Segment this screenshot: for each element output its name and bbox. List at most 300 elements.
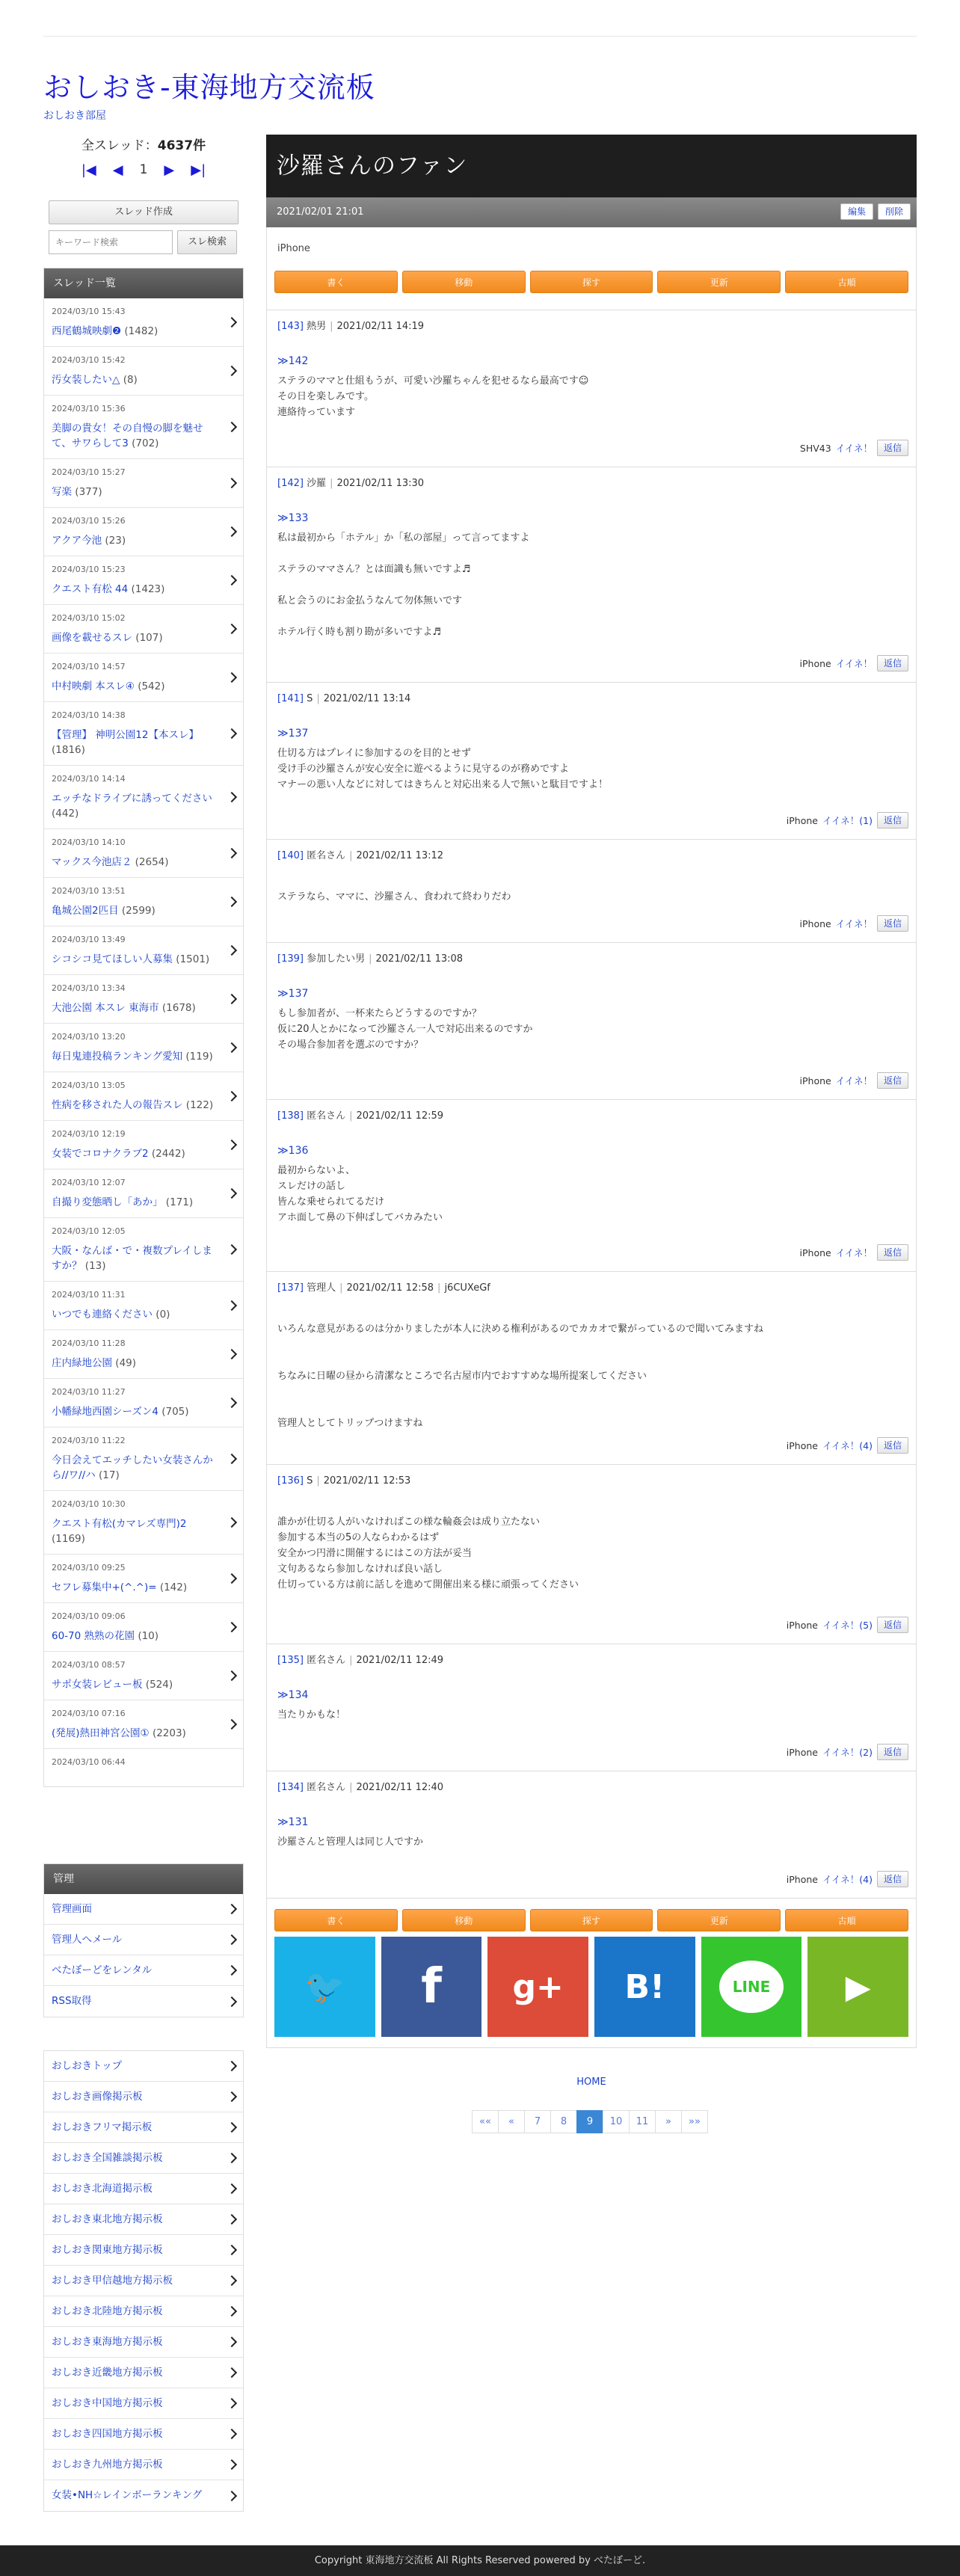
thread-link-text[interactable]: 大池公園 本スレ 東海市 <box>52 1002 159 1014</box>
thread-list-item[interactable] <box>44 508 243 556</box>
left-sidebar <box>43 135 244 2501</box>
page-link[interactable]: » <box>655 2110 682 2133</box>
post-anchor-link[interactable]: ≫136 <box>277 1145 309 1157</box>
line-share-button[interactable] <box>701 1937 802 2037</box>
chevron-right-icon <box>227 422 237 432</box>
thread-title-link[interactable] <box>52 1356 216 1371</box>
thread-title-link[interactable] <box>52 728 216 757</box>
board-link-item[interactable] <box>44 2358 243 2388</box>
thread-title-link[interactable] <box>52 582 216 597</box>
board-link-text[interactable]: おしおき近畿地方掲示板 <box>52 2367 163 2379</box>
thread-search-button[interactable]: スレ検索 <box>177 230 237 254</box>
post-anchor-link[interactable]: ≫137 <box>277 988 309 1000</box>
admin-link-item[interactable] <box>44 1925 243 1955</box>
thread-link-text[interactable]: 性病を移された人の報告スレ <box>52 1099 183 1111</box>
thread-reply-count: (49) <box>115 1357 137 1369</box>
thread-title-link[interactable] <box>52 1453 216 1483</box>
page-link[interactable]: 8 <box>550 2110 577 2133</box>
thread-link-text[interactable]: 写楽 <box>52 486 72 498</box>
thread-title-link[interactable] <box>52 1146 216 1161</box>
thread-title-link[interactable] <box>52 952 216 967</box>
thread-reply-count: (542) <box>138 680 165 692</box>
action-button-4[interactable]: 古順 <box>785 1909 908 1931</box>
delete-button[interactable]: 削除 <box>878 203 911 220</box>
page-link[interactable]: 7 <box>524 2110 551 2133</box>
separator: | <box>330 478 333 489</box>
separator: | <box>316 693 320 704</box>
thread-link-text[interactable]: 中村映劇 本スレ④ <box>52 680 135 692</box>
thread-reply-count: (171) <box>165 1196 194 1208</box>
chevron-right-icon <box>227 1244 237 1255</box>
hatena-share-button[interactable] <box>594 1937 695 2037</box>
post-header <box>277 1281 905 1296</box>
thread-link-text[interactable]: 今日会えてエッチしたい女装さんから//ワ//ハ <box>52 1454 213 1481</box>
like-link[interactable] <box>822 1745 873 1759</box>
feedly-share-button[interactable] <box>807 1937 908 2037</box>
site-title[interactable]: おしおき-東海地方交流板 <box>43 71 375 104</box>
facebook-share-button[interactable] <box>381 1937 482 2037</box>
separator: | <box>349 850 353 861</box>
thread-list-item[interactable] <box>44 702 243 766</box>
home-link[interactable]: HOME <box>576 2077 606 2088</box>
thread-title-link[interactable] <box>52 1049 216 1064</box>
like-link[interactable] <box>822 1618 873 1632</box>
thread-list-item[interactable] <box>44 1024 243 1072</box>
board-link-text[interactable]: おしおき関東地方掲示板 <box>52 2244 163 2256</box>
thread-date: 2024/03/10 15:42 <box>52 355 126 365</box>
post-number[interactable]: [142] <box>277 478 304 489</box>
board-link-item[interactable] <box>44 2450 243 2480</box>
board-link-item[interactable] <box>44 2419 243 2450</box>
chevron-right-icon <box>227 2398 237 2409</box>
hatena-icon: B! <box>624 1967 665 2006</box>
thread-list-item[interactable] <box>44 556 243 605</box>
reply-button[interactable]: 返信 <box>877 1437 908 1454</box>
thread-title-link[interactable] <box>52 1516 216 1546</box>
create-thread-button[interactable]: スレッド作成 <box>49 200 239 224</box>
board-link-item[interactable] <box>44 2051 243 2082</box>
thread-list-item[interactable] <box>44 975 243 1024</box>
action-button-0[interactable]: 書く <box>274 271 398 293</box>
first-page-icon[interactable]: |◀ <box>81 162 96 178</box>
thread-reply-count: (2599) <box>121 905 156 917</box>
thread-date: 2024/03/10 13:34 <box>52 983 126 993</box>
thread-list-item[interactable] <box>44 1121 243 1169</box>
thread-link-text[interactable]: 女装でコロナクラブ2 <box>52 1148 149 1160</box>
thread-link-text[interactable]: マックス今池店２ <box>52 856 132 868</box>
next-page-icon[interactable]: ▶ <box>164 162 175 178</box>
thread-list-item[interactable] <box>44 298 243 347</box>
chevron-right-icon <box>227 2367 237 2378</box>
reply-button[interactable]: 返信 <box>877 915 908 932</box>
facebook-icon: f <box>421 1959 442 2014</box>
thread-title-link[interactable] <box>52 1244 216 1273</box>
post-anchor-link[interactable]: ≫133 <box>277 512 309 524</box>
post-date: 2021/02/11 12:53 <box>323 1475 411 1487</box>
reply-button[interactable]: 返信 <box>877 812 908 829</box>
chevron-right-icon <box>227 1140 237 1150</box>
like-link[interactable] <box>836 1074 873 1087</box>
post-number[interactable]: [138] <box>277 1110 304 1122</box>
boards-box <box>43 2050 244 2512</box>
thread-link-text[interactable]: セフレ募集中+(^.^)= <box>52 1581 157 1593</box>
board-link-text[interactable]: おしおき東北地方掲示板 <box>52 2213 163 2225</box>
admin-link-text[interactable]: べたぼーどをレンタル <box>52 1964 153 1976</box>
board-link-item[interactable] <box>44 2082 243 2112</box>
chevron-right-icon <box>227 1454 237 1464</box>
post-date: 2021/02/11 13:08 <box>375 953 464 965</box>
post-anchor-link[interactable]: ≫134 <box>277 1689 309 1701</box>
thread-reply-count: (524) <box>145 1679 173 1691</box>
thread-title-link[interactable] <box>52 679 216 694</box>
page-link[interactable]: 11 <box>629 2110 656 2133</box>
reply-button[interactable]: 返信 <box>877 1244 908 1261</box>
thread-date: 2024/03/10 06:44 <box>52 1757 126 1767</box>
like-label[interactable]: イイネ！ <box>835 1247 873 1258</box>
thread-list-box <box>43 268 244 1787</box>
thread-date: 2024/03/10 14:38 <box>52 710 126 720</box>
action-button-1[interactable]: 移動 <box>402 1909 526 1931</box>
chevron-right-icon <box>227 2183 237 2194</box>
post-date: 2021/02/11 13:30 <box>336 478 425 489</box>
thread-date: 2024/03/10 15:43 <box>52 307 126 316</box>
board-link-text[interactable]: おしおき甲信越地方掲示板 <box>52 2275 173 2287</box>
board-link-text[interactable]: おしおき全国雑談掲示板 <box>52 2152 163 2164</box>
separator: | <box>349 1655 353 1666</box>
thread-meta-bar <box>266 197 917 227</box>
page-link[interactable]: «« <box>472 2110 499 2133</box>
like-label[interactable]: イイネ！ <box>822 815 860 826</box>
like-label[interactable]: イイネ！ <box>835 443 873 454</box>
post-number[interactable]: [134] <box>277 1782 304 1793</box>
action-button-3[interactable]: 更新 <box>657 1909 781 1931</box>
thread-link-text[interactable]: クエスト有松 44 <box>52 583 129 595</box>
action-button-1[interactable]: 移動 <box>402 271 526 293</box>
like-count: (1) <box>859 815 873 826</box>
thread-list-item[interactable] <box>44 347 243 396</box>
action-button-0[interactable]: 書く <box>274 1909 398 1931</box>
thread-platform: iPhone <box>277 243 310 254</box>
thread-title-link[interactable] <box>52 1195 216 1210</box>
thread-reply-count: (1678) <box>161 1002 196 1014</box>
thread-link-text[interactable]: いつでも連絡ください <box>52 1309 153 1321</box>
thread-title-link[interactable] <box>52 1629 216 1644</box>
post-author: 匿名さん <box>307 1110 346 1122</box>
thread-title-link[interactable] <box>52 1098 216 1113</box>
thread-list-item[interactable] <box>44 1169 243 1218</box>
thread-title: 沙羅さんのファン <box>266 135 917 197</box>
thread-title-link[interactable] <box>52 533 216 548</box>
thread-date: 2024/03/10 11:22 <box>52 1436 126 1445</box>
admin-link-item[interactable] <box>44 1894 243 1925</box>
thread-list-item[interactable] <box>44 396 243 459</box>
action-button-4[interactable]: 古順 <box>785 271 908 293</box>
board-link-text[interactable]: おしおき東海地方掲示板 <box>52 2336 163 2348</box>
thread-link-text[interactable]: 自撮り変態晒し「あか」 <box>52 1196 163 1208</box>
board-link-text[interactable]: おしおき九州地方掲示板 <box>52 2459 163 2471</box>
board-link-text[interactable]: 女装•NH☆レインボーランキング <box>52 2489 203 2501</box>
reply-button[interactable]: 返信 <box>877 1072 908 1089</box>
like-label[interactable]: イイネ！ <box>822 1874 860 1885</box>
thread-link-text[interactable]: 毎日鬼連投稿ランキング愛知 <box>52 1051 183 1063</box>
page-link[interactable]: »» <box>681 2110 708 2133</box>
board-link-text[interactable]: おしおき四国地方掲示板 <box>52 2428 163 2440</box>
admin-link-text[interactable]: RSS取得 <box>52 1995 92 2007</box>
chevron-right-icon <box>227 1398 237 1408</box>
post-number[interactable]: [140] <box>277 850 304 861</box>
board-link-item[interactable] <box>44 2174 243 2204</box>
thread-link-text[interactable]: 汚女装したい△ <box>52 374 120 386</box>
chevron-right-icon <box>227 2459 237 2470</box>
like-link[interactable] <box>836 1246 873 1259</box>
admin-links <box>44 1894 243 2017</box>
thread-list-item[interactable] <box>44 1282 243 1330</box>
separator: | <box>349 1782 353 1793</box>
thread-list-item[interactable] <box>44 1427 243 1491</box>
thread-link-text[interactable]: 画像を載せるスレ <box>52 632 132 644</box>
thread-list-item[interactable] <box>44 766 243 829</box>
prev-page-icon[interactable]: ◀ <box>112 162 123 178</box>
chevron-right-icon <box>227 2337 237 2347</box>
thread-list-item[interactable] <box>44 926 243 975</box>
board-link-item[interactable] <box>44 2388 243 2419</box>
thread-title-link[interactable] <box>52 903 216 918</box>
chevron-right-icon <box>227 1042 237 1053</box>
board-link-text[interactable]: おしおき北陸地方掲示板 <box>52 2305 163 2317</box>
like-label[interactable]: イイネ！ <box>822 1747 860 1758</box>
chevron-right-icon <box>227 2490 237 2500</box>
chevron-right-icon <box>227 792 237 802</box>
thread-count-label: 全スレッド： <box>81 138 158 153</box>
post-anchor-link[interactable]: ≫131 <box>277 1816 309 1828</box>
board-link-item[interactable] <box>44 2235 243 2266</box>
thread-panel <box>266 227 917 2048</box>
thread-title-link[interactable] <box>52 1726 216 1741</box>
thread-list-item[interactable] <box>44 1379 243 1427</box>
thread-list-item[interactable] <box>44 1330 243 1379</box>
like-label[interactable]: イイネ！ <box>835 918 873 929</box>
post-footer <box>787 812 908 829</box>
board-link-item[interactable] <box>44 2143 243 2174</box>
twitter-share-button[interactable] <box>274 1937 375 2037</box>
board-link-item[interactable] <box>44 2112 243 2143</box>
thread-title-link[interactable] <box>52 421 216 451</box>
thread-link-text[interactable]: シコシコ見てほしい人募集 <box>52 953 173 965</box>
thread-count-value: 4637件 <box>157 138 206 153</box>
like-link[interactable] <box>836 441 873 455</box>
thread-list-item[interactable] <box>44 1749 243 1786</box>
post-date: 2021/02/11 12:59 <box>356 1110 444 1122</box>
action-buttons-top <box>267 271 916 310</box>
post-header <box>277 1653 905 1668</box>
post-body: 私は最初から「ホテル」か「私の部屋」って言ってますよ ステラのママさん？とは面識も無いですよ♬ 私と会うのにお金払うなんて勿体無いです ホテル行く時も割り勘が多いですよ♬ <box>277 532 530 638</box>
post-anchor-link[interactable]: ≫137 <box>277 728 309 740</box>
thread-title-link[interactable] <box>52 324 216 339</box>
google-plus-share-button[interactable] <box>487 1937 588 2037</box>
thread-title-link[interactable] <box>52 372 216 387</box>
thread-date: 2024/03/10 15:27 <box>52 467 126 477</box>
thread-list-item[interactable] <box>44 878 243 926</box>
reply-button[interactable]: 返信 <box>877 655 908 671</box>
post <box>267 682 916 839</box>
separator: | <box>437 1282 441 1294</box>
chevron-right-icon <box>227 1996 237 2006</box>
thread-reply-count: (8) <box>123 374 138 386</box>
post-footer <box>800 1072 908 1089</box>
thread-reply-count: (1423) <box>131 583 165 595</box>
page-link[interactable]: 9 <box>576 2110 603 2133</box>
thread-list-item[interactable] <box>44 1491 243 1555</box>
thread-date: 2024/03/10 08:57 <box>52 1660 126 1670</box>
thread-list-header: スレッド一覧 <box>44 268 243 298</box>
action-button-2[interactable]: 探す <box>530 1909 653 1931</box>
thread-title-link[interactable] <box>52 1307 216 1322</box>
thread-list-item[interactable] <box>44 1072 243 1121</box>
thread-reply-count: (1169) <box>52 1533 85 1545</box>
thread-link-text[interactable]: 大阪・なんば・で・複数プレイしますか？ <box>52 1245 212 1272</box>
chevron-right-icon <box>227 526 237 537</box>
board-link-text[interactable]: おしおき北海道掲示板 <box>52 2183 153 2195</box>
admin-link-item[interactable] <box>44 1955 243 1986</box>
thread-list-item[interactable] <box>44 1555 243 1603</box>
thread-list-item[interactable] <box>44 1218 243 1282</box>
post-date: 2021/02/11 12:49 <box>356 1655 444 1666</box>
thread-link-text[interactable]: 亀城公園2匹目 <box>52 905 119 917</box>
thread-list-item[interactable] <box>44 654 243 702</box>
thread-link-text[interactable]: サポ女装レビュー板 <box>52 1679 143 1691</box>
thread-title-link[interactable] <box>52 1677 216 1692</box>
board-link-text[interactable]: おしおき画像掲示板 <box>52 2091 143 2103</box>
reply-button[interactable]: 返信 <box>877 1617 908 1633</box>
thread-list-item[interactable] <box>44 605 243 654</box>
action-button-3[interactable]: 更新 <box>657 271 781 293</box>
post-number[interactable]: [143] <box>277 321 304 332</box>
post-body: ステラのママと仕組もうが、可愛い沙羅ちゃんを犯せるなら最高です☺ その日を楽しみです。 連絡待っています <box>277 375 589 418</box>
thread-list-item[interactable] <box>44 1652 243 1700</box>
thread-reply-count: (0) <box>156 1309 170 1321</box>
like-label[interactable]: イイネ！ <box>835 1075 873 1086</box>
post-date: 2021/02/11 12:40 <box>356 1782 444 1793</box>
board-link-text[interactable]: おしおきフリマ掲示板 <box>52 2121 153 2133</box>
thread-title-link[interactable] <box>52 1580 216 1595</box>
like-label[interactable]: イイネ！ <box>822 1620 860 1631</box>
post-footer <box>800 440 908 456</box>
thread-title-link[interactable] <box>52 1404 216 1419</box>
thread-date: 2024/03/10 09:06 <box>52 1611 126 1621</box>
like-link[interactable] <box>822 1872 873 1886</box>
chevron-right-icon <box>227 1622 237 1632</box>
thread-link-text[interactable]: 美脚の貴女！その自慢の脚を魅せて、サワらして3 <box>52 422 203 449</box>
post-number[interactable]: [136] <box>277 1475 304 1487</box>
admin-link-item[interactable] <box>44 1986 243 2017</box>
like-link[interactable] <box>822 1439 873 1452</box>
like-link[interactable] <box>836 657 873 670</box>
chevron-right-icon <box>227 1573 237 1584</box>
thread-title-link[interactable] <box>52 791 216 821</box>
thread-list-item[interactable] <box>44 1603 243 1652</box>
separator: | <box>369 953 372 965</box>
thread-title-link[interactable] <box>52 855 216 870</box>
post-date: 2021/02/11 13:14 <box>323 693 411 704</box>
page-link[interactable]: « <box>498 2110 525 2133</box>
admin-link-text[interactable]: 管理人へメール <box>52 1934 123 1946</box>
thread-link-text[interactable]: 【管理】 神明公園12【本スレ】 <box>52 729 199 741</box>
post <box>267 1099 916 1271</box>
thread-date: 2024/03/10 09:25 <box>52 1563 126 1573</box>
reply-button[interactable]: 返信 <box>877 1744 908 1760</box>
post <box>267 1771 916 1898</box>
like-label[interactable]: イイネ！ <box>835 658 873 669</box>
thread-reply-count: (23) <box>105 535 126 547</box>
post-number[interactable]: [141] <box>277 693 304 704</box>
site-subtitle[interactable]: おしおき部屋 <box>43 110 106 122</box>
chevron-right-icon <box>227 2245 237 2255</box>
thread-link-text[interactable]: アクア今池 <box>52 535 102 547</box>
thread-link-text[interactable]: クエスト有松(カマレズ専門)2 <box>52 1518 187 1530</box>
thread-date: 2024/03/10 15:02 <box>52 613 126 623</box>
page-link[interactable]: 10 <box>603 2110 630 2133</box>
thread-reply-count: (2203) <box>152 1727 186 1739</box>
post-body: もし参加者が、一杯来たらどうするのですか？ 仮に20人とかになって沙羅さん一人で対応出来るのですか その場合参加者を選ぶのですか？ <box>277 1008 533 1051</box>
board-link-item[interactable] <box>44 2296 243 2327</box>
post-number[interactable]: [137] <box>277 1282 304 1294</box>
thread-list-item[interactable] <box>44 459 243 508</box>
thread-link-text[interactable]: 60-70 熟熟の花園 <box>52 1630 135 1642</box>
post-number[interactable]: [135] <box>277 1655 304 1666</box>
thread-link-text[interactable]: (発展)熱田神宮公園① <box>52 1727 150 1739</box>
keyword-search-input[interactable] <box>49 230 173 254</box>
board-link-item[interactable] <box>44 2327 243 2358</box>
like-link[interactable] <box>822 814 873 827</box>
last-page-icon[interactable]: ▶| <box>191 162 206 178</box>
thread-title-link[interactable] <box>52 485 216 499</box>
thread-title-link[interactable] <box>52 1000 216 1015</box>
thread-date: 2024/03/10 12:19 <box>52 1129 126 1139</box>
admin-link-text[interactable]: 管理画面 <box>52 1903 92 1915</box>
post-header <box>277 1474 905 1489</box>
thread-link-text[interactable]: エッチなドライブに誘ってください <box>52 793 212 805</box>
board-link-item[interactable] <box>44 2204 243 2235</box>
post-number[interactable]: [139] <box>277 953 304 965</box>
post-author: 匿名さん <box>307 1782 346 1793</box>
thread-link-text[interactable]: 庄内緑地公園 <box>52 1357 112 1369</box>
thread-list-item[interactable] <box>44 829 243 878</box>
edit-button[interactable]: 編集 <box>840 203 873 220</box>
post-device: iPhone <box>786 814 818 826</box>
reply-button[interactable]: 返信 <box>877 440 908 456</box>
board-link-item[interactable] <box>44 2266 243 2296</box>
separator: | <box>316 1475 320 1487</box>
pagination <box>473 2110 708 2133</box>
post-body: 誰かが仕切る人がいなければこの様な輪姦会は成り立たない 参加する本当の5の人ならわかるはず 安全かつ円滑に開催するにはこの方法が妥当 文句あるなら参加しなければ良い話し 仕切っている方は前に話しを進めて開催出来る様に頑張ってください <box>277 1516 579 1590</box>
action-button-2[interactable]: 探す <box>530 271 653 293</box>
like-count: (2) <box>859 1747 873 1758</box>
board-link-item[interactable] <box>44 2480 243 2511</box>
thread-link-text[interactable]: 小幡緑地西園シーズン4 <box>52 1406 159 1418</box>
thread-title-link[interactable] <box>52 630 216 645</box>
post-device: iPhone <box>799 1075 831 1086</box>
thread-link-text[interactable]: 西尾鶴城映劇❷ <box>52 325 122 337</box>
board-link-text[interactable]: おしおき中国地方掲示板 <box>52 2397 163 2409</box>
chevron-right-icon <box>227 945 237 956</box>
post <box>267 1464 916 1644</box>
reply-button[interactable]: 返信 <box>877 1871 908 1887</box>
like-link[interactable] <box>836 917 873 930</box>
post-anchor-link[interactable]: ≫142 <box>277 355 309 367</box>
thread-list-item[interactable] <box>44 1700 243 1749</box>
like-label[interactable]: イイネ！ <box>822 1440 860 1451</box>
board-link-text[interactable]: おしおきトップ <box>52 2060 123 2072</box>
